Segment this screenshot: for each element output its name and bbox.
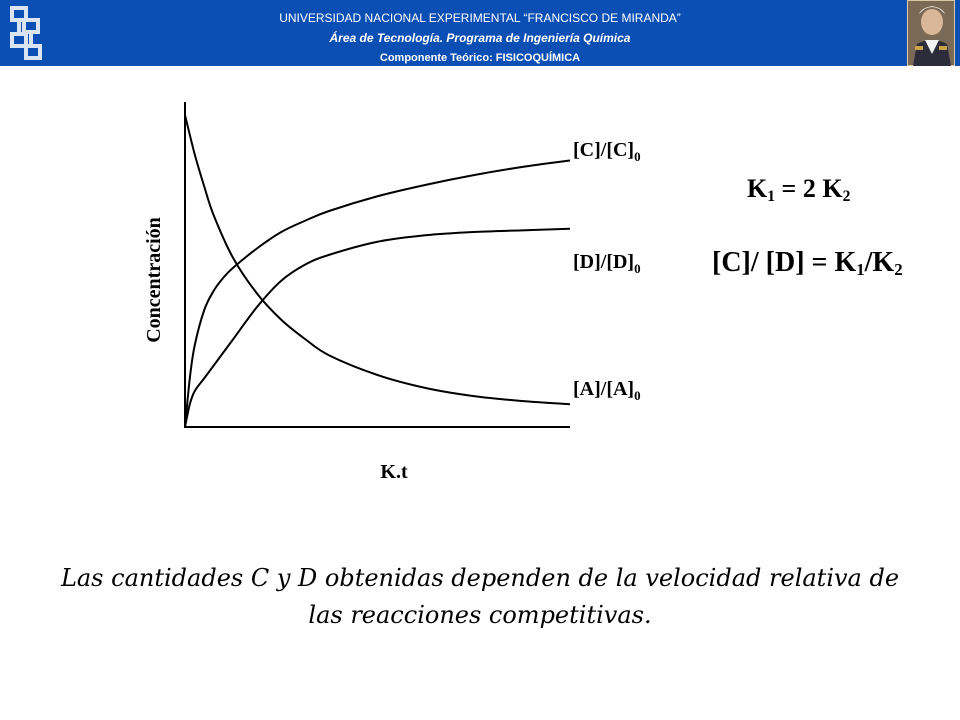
series-label-subscript: 0 (634, 388, 641, 403)
university-name: UNIVERSIDAD NACIONAL EXPERIMENTAL “FRANCISCO DE MIRANDA” (279, 11, 681, 25)
series-label-0 (573, 139, 641, 164)
program-name: Área de Tecnología. Programa de Ingeniería Química (329, 31, 631, 45)
series-line-0 (185, 161, 570, 428)
series-label-2 (573, 378, 641, 403)
chart-axes (184, 102, 570, 428)
series-label-subscript: 0 (634, 149, 641, 164)
series-label-main: [A]/[A] (573, 378, 635, 400)
caption-text: Las cantidades C y D obtenidas dependen de la velocidad relativa de las reacciones competitivas. (60, 564, 900, 629)
series-label-1 (573, 251, 641, 276)
chart-series (185, 115, 570, 427)
y-axis-label: Concentración (143, 217, 165, 343)
x-axis-label: K.t (380, 461, 408, 483)
series-label-subscript: 0 (634, 261, 641, 276)
product-ratio-equation: [C]/ $[D] = K_1/K_2$ (712, 247, 903, 279)
series-label-main: [D]/[D] (573, 251, 635, 273)
chart-labels (143, 139, 641, 483)
rate-constant-relation: $K_1 = 2$ $K_2$ (747, 174, 851, 205)
series-label-main: [C]/[C] (573, 139, 635, 161)
course-component: Componente Teórico: FISICOQUÍMICA (379, 52, 581, 64)
